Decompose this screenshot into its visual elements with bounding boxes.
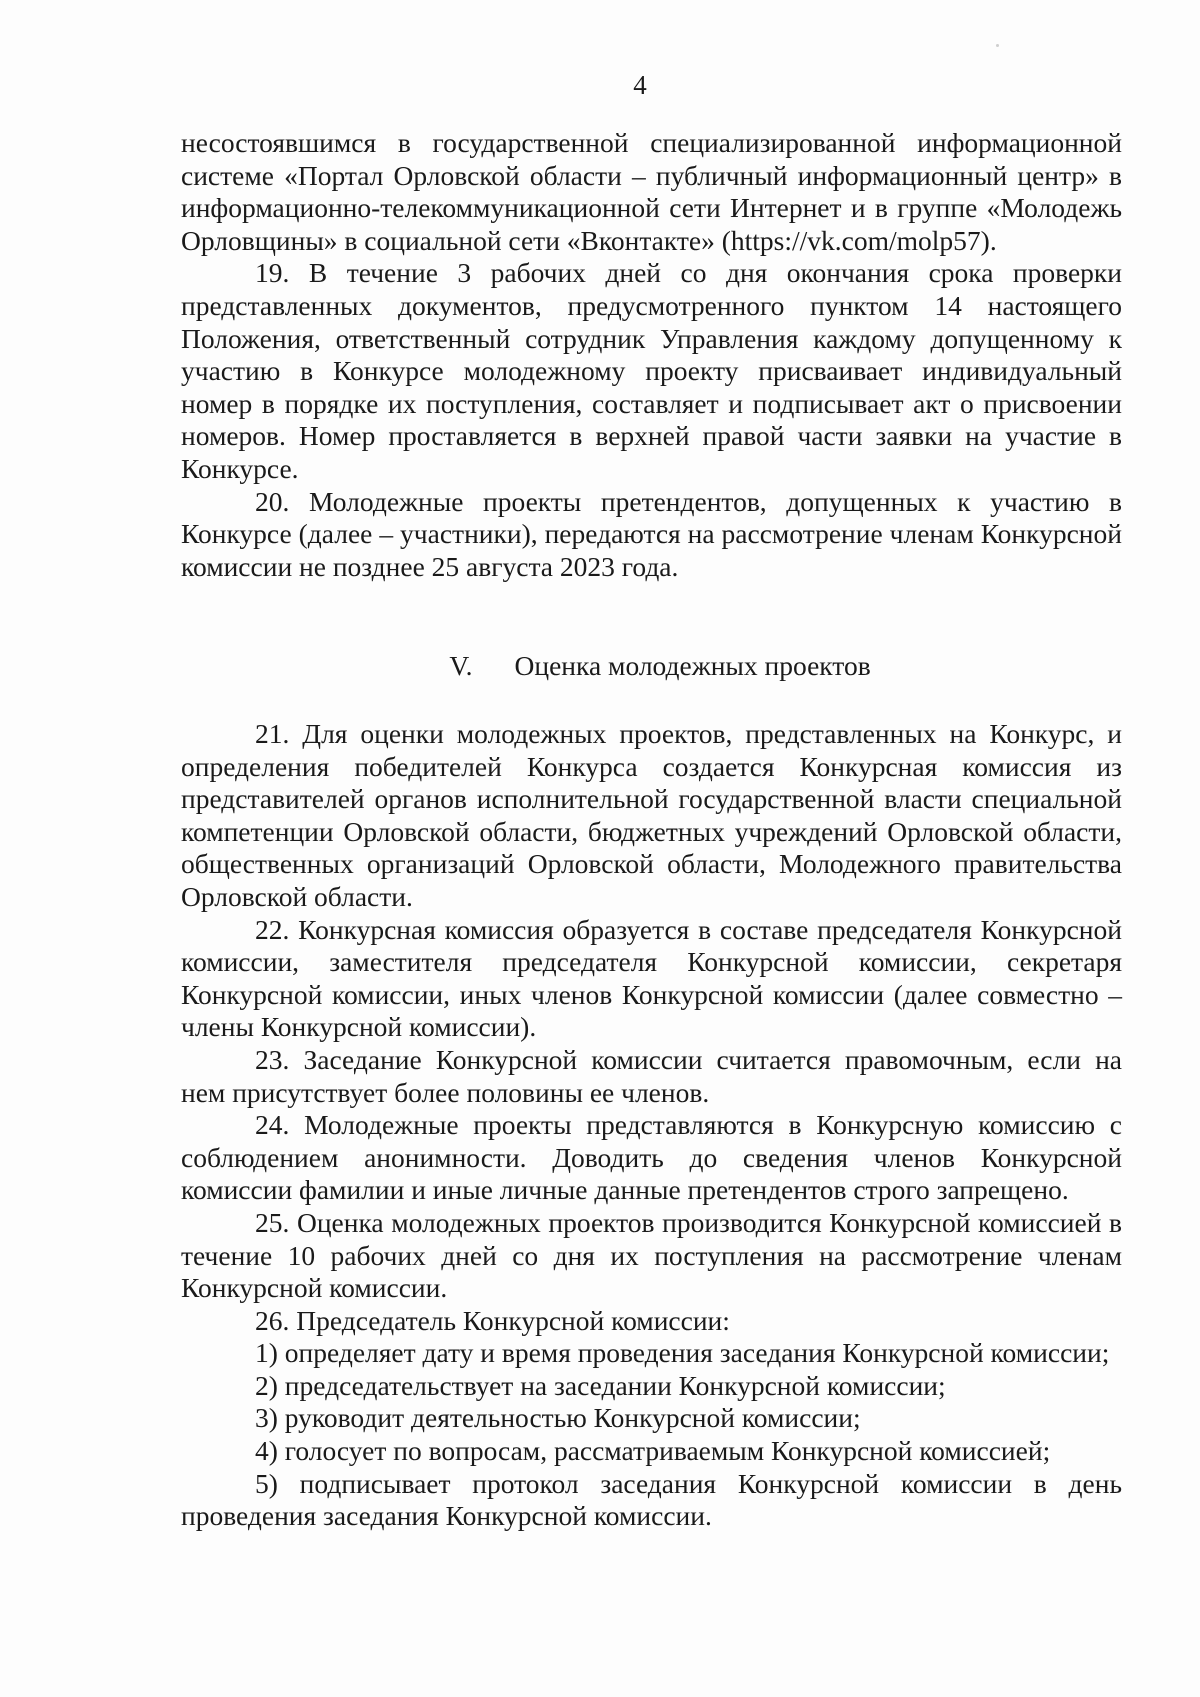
section-number: V. [449, 650, 473, 681]
list-item-26-2: 2) председательствует на заседании Конкурсной комиссии; [255, 1369, 946, 1401]
paragraph-23: 23. Заседание Конкурсной комиссии считается правомочным, если на нем присутствует более половины ее членов. [181, 1043, 1122, 1108]
section-heading [0, 650, 1200, 682]
list-item-26-3: 3) руководит деятельностью Конкурсной комиссии; [255, 1402, 861, 1434]
paragraph-20: 20. Молодежные проекты претендентов, допущенных к участию в Конкурсе (далее – участники), передаются на рассмотрение членам Конкурсной комиссии не позднее 25 августа 2023 года. [181, 485, 1122, 582]
paragraph-26: 26. Председатель Конкурсной комиссии: [255, 1304, 730, 1336]
text-block-top [181, 127, 1122, 583]
paragraph-21: 21. Для оценки молодежных проектов, представленных на Конкурс, и определения победителей Конкурса создается Конкурсная комиссия из представителей органов исполнительной государственной власти специальной компетенции Орловской области, бюджетных учреждений Орловской области, общественных организаций Орловской области, Молодежного правительства Орловской области. [181, 718, 1122, 912]
paragraph-continuation: несостоявшимся в государственной специализированной информационной системе «Портал Орловской области – публичный информационный центр» в информационно-телекоммуникационной сети Интернет и в группе «Молодежь Орловщины» в социальной сети «Вконтакте» (https://vk.com/molp57). [181, 127, 1122, 256]
paragraph-24: 24. Молодежные проекты представляются в Конкурсную комиссию с соблюдением анонимности. Доводить до сведения членов Конкурсной комиссии фамилии и иные личные данные претендентов строго запрещено. [181, 1109, 1122, 1206]
paragraph-25: 25. Оценка молодежных проектов производится Конкурсной комиссией в течение 10 рабочих дней со дня их поступления на рассмотрение членам Конкурсной комиссии. [181, 1206, 1122, 1304]
paragraph-19: 19. В течение 3 рабочих дней со дня окончания срока проверки представленных документов, предусмотренного пунктом 14 настоящего Положения, ответственный сотрудник Управления каждому допущенному к участию в Конкурсе молодежному проекту присваивает индивидуальный номер в порядке их поступления, составляет и подписывает акт о присвоении номеров. Номер проставляется в верхней правой части заявки на участие в Конкурсе. [181, 257, 1122, 484]
page-number: 4 [633, 70, 647, 100]
list-item-26-1: 1) определяет дату и время проведения заседания Конкурсной комиссии; [255, 1337, 1110, 1369]
paragraph-22: 22. Конкурсная комиссия образуется в составе председателя Конкурсной комиссии, заместителя председателя Конкурсной комиссии, секретаря Конкурсной комиссии, иных членов Конкурсной комиссии (далее совместно – члены Конкурсной комиссии). [181, 913, 1122, 1043]
scan-speck [996, 44, 999, 47]
list-item-26-5: 5) подписывает протокол заседания Конкурсной комиссии в день проведения заседания Конкурсной комиссии. [181, 1467, 1122, 1532]
list-item-26-4: 4) голосует по вопросам, рассматриваемым Конкурсной комиссией; [255, 1435, 1051, 1467]
section-title: Оценка молодежных проектов [514, 650, 871, 681]
text-block-bottom [181, 718, 1122, 1533]
